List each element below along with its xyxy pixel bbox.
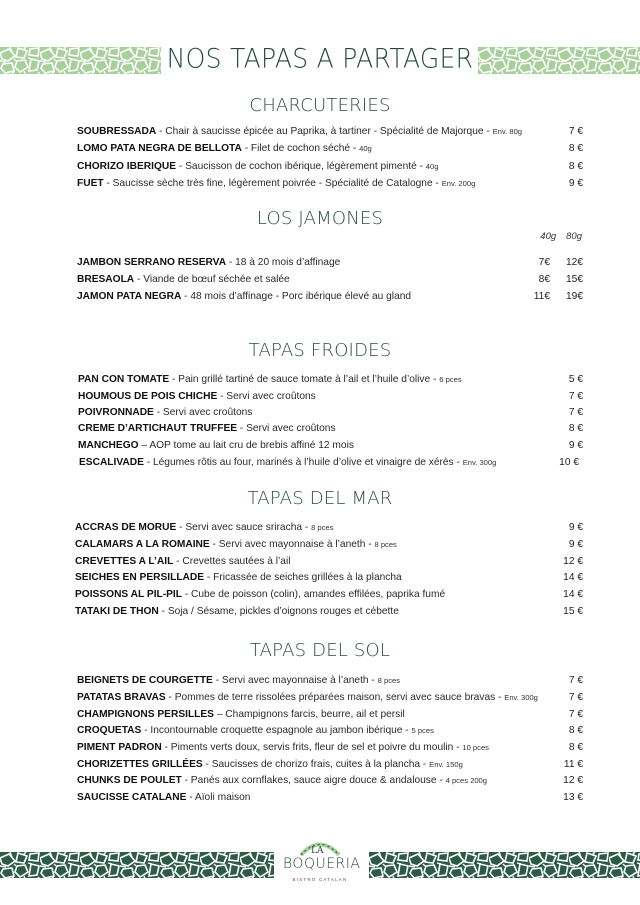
section-title-froides: TAPAS FROIDES [248,340,392,361]
menu-item: MANCHEGO – AOP tome au lait cru de brebis affiné 12 mois 9 € [78,440,583,451]
item-price: 14 € [563,572,583,583]
logo-name-text: BOQUERIA [283,856,361,872]
item-price: 13 € [563,792,583,803]
menu-item: LOMO PATA NEGRA DE BELLOTA - Filet de cochon séché - 40g 8 € [77,143,583,154]
item-price: 8 € [568,143,583,154]
menu-item: FUET - Saucisse sèche très fine, légèrement poivrée - Spécialité de Catalogne - Env. 200g 9 € [77,178,583,189]
menu-item: JAMBON SERRANO RESERVA - 18 à 20 mois d’affinage 7€ 12€ [77,257,583,268]
page-title: NOS TAPAS A PARTAGER [166,43,474,74]
menu-item: POIVRONNADE - Servi avec croûtons 7 € [78,407,583,418]
menu-item: CROQUETAS - Incontournable croquette espagnole au jambon ibérique - 5 pces 8 € [77,725,583,736]
logo-la-text: LA [311,846,324,856]
section-title-sol: TAPAS DEL SOL [249,640,391,661]
item-price: 15 € [563,606,583,617]
item-price: 7 € [568,675,583,686]
menu-item: CALAMARS A LA ROMAINE - Servi avec mayonnaise à l’aneth - 8 pces 9 € [75,539,583,550]
menu-item: ACCRAS DE MORUE - Servi avec sauce sriracha - 8 pces 9 € [75,522,583,533]
menu-item: TATAKI DE THON - Soja / Sésame, pickles d’oignons rouges et cébette 15 € [75,606,583,617]
item-price: 7 € [568,692,583,703]
item-price: 7 € [568,126,583,137]
item-price: 12 € [563,556,583,567]
menu-item: JAMON PATA NEGRA - 48 mois d’affinage - Porc ibérique élevé au gland 11€ 19€ [77,291,583,302]
item-price: 14 € [563,589,583,600]
menu-item: CREVETTES A L’AIL - Crevettes sautées à l’ail 12 € [75,556,583,567]
item-price: 10 € [559,457,579,468]
item-price: 8 € [568,161,583,172]
menu-item: CHAMPIGNONS PERSILLES – Champignons farcis, beurre, ail et persil 7 € [77,709,583,720]
menu-item: ESCALIVADE - Légumes rôtis au four, marinés à l’huile d’olive et vinaigre de xérès - Env. 300g 10 € [79,457,579,468]
weight-column-headers [530,231,582,242]
item-price: 9 € [568,178,583,189]
price-40g: 8€ [538,274,550,285]
price-80g: 15€ [566,274,583,285]
menu-item: CREME D’ARTICHAUT TRUFFEE - Servi avec croûtons 8 € [78,423,583,434]
menu-item: SOUBRESSADA - Chair à saucisse épicée au Paprika, à tartiner - Spécialité de Majorque - Env. 80g 7 € [77,126,583,137]
menu-item: BEIGNETS DE COURGETTE - Servi avec mayonnaise à l’aneth - 8 pces 7 € [77,675,583,686]
section-title-jamones: LOS JAMONES [256,208,384,229]
menu-item: PIMENT PADRON - Piments verts doux, servis frits, fleur de sel et poivre du moulin - 10 pces 8 € [77,742,583,753]
price-40g: 11€ [533,291,550,302]
item-price: 8 € [568,725,583,736]
item-price: 5 € [568,374,583,385]
menu-item: CHUNKS DE POULET - Panés aux cornflakes, sauce aigre douce & andalouse - 4 pces 200g 12 € [77,775,583,786]
item-price: 9 € [568,539,583,550]
item-price: 9 € [568,522,583,533]
section-title-charcuteries: CHARCUTERIES [249,95,391,116]
item-price: 7 € [568,407,583,418]
weight-40g: 40g [540,231,557,242]
menu-item: POISSONS AL PIL-PIL - Cube de poisson (colin), amandes effilées, paprika fumé 14 € [75,589,583,600]
menu-item: CHORIZETTES GRILLÉES - Saucisses de chorizo frais, cuites à la plancha - Env. 150g 11 € [77,759,583,770]
price-80g: 19€ [566,291,583,302]
item-price: 11 € [563,759,583,770]
menu-item: PAN CON TOMATE - Pain grillé tartiné de sauce tomate à l’ail et l’huile d’olive - 6 pces 5 € [78,374,583,385]
la-boqueria-logo [283,838,361,890]
item-price: 8 € [568,742,583,753]
menu-item: SAUCISSE CATALANE - Aïoli maison 13 € [77,792,583,803]
weight-80g: 80g [566,231,582,242]
item-price: 9 € [568,440,583,451]
menu-item: SEICHES EN PERSILLADE - Fricassée de seiches grillées à la plancha 14 € [75,572,583,583]
mosaic-banner-bottom-right [369,852,640,878]
section-title-mar: TAPAS DEL MAR [247,488,393,509]
logo-subtitle-text: BISTRO CATALAN [292,877,348,882]
menu-item: BRESAOLA - Viande de bœuf séchée et salée 8€ 15€ [77,274,583,285]
menu-item: HOUMOUS DE POIS CHICHE - Servi avec croûtons 7 € [78,391,583,402]
item-price: 7 € [568,391,583,402]
item-price: 8 € [568,423,583,434]
mosaic-banner-bottom-left [0,852,274,878]
menu-item: CHORIZO IBERIQUE - Saucisson de cochon ibérique, légèrement pimenté - 40g 8 € [77,161,583,172]
item-price: 7 € [568,709,583,720]
price-80g: 12€ [566,257,583,268]
item-price: 12 € [563,775,583,786]
menu-item: PATATAS BRAVAS - Pommes de terre rissolées préparées maison, servi avec sauce bravas - Env. 300g 7 € [77,692,583,703]
price-40g: 7€ [538,257,550,268]
